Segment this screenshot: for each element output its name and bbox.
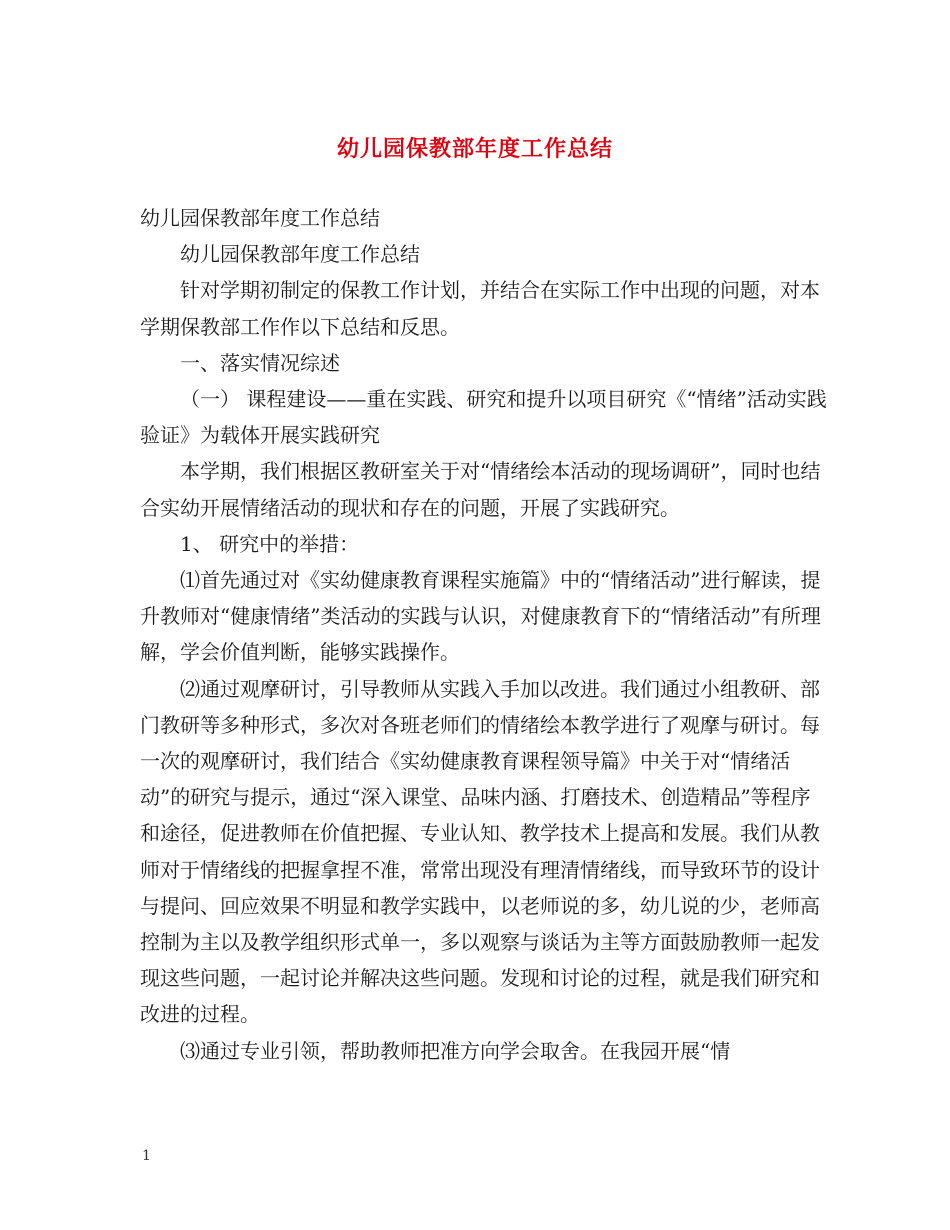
paragraph: ⑵通过观摩研讨，引导教师从实践入手加以改进。我们通过小组教研、部门教研等多种形式，多次对各班老师们的情绪绘本教学进行了观摩与研讨。每一次的观摩研讨，我们结合《实幼健康教育课程领导篇》中关于对“情绪活动”的研究与提示，通过“深入课堂、品味内涵、打磨技术、创造精品”等程序和途径，促进教师在价值把握、专业认知、教学技术上提高和发展。我们从教师对于情绪线的把握拿捏不准，常常出现没有理清情绪线，而导致环节的设计与提问、回应效果不明显和教学实践中，以老师说的多，幼儿说的少，老师高控制为主以及教学组织形式单一，多以观察与谈话为主等方面鼓励教师一起发现这些问题，一起讨论并解决这些问题。发现和讨论的过程，就是我们研究和改进的过程。 <box>140 676 820 1027</box>
paragraph: 幼儿园保教部年度工作总结 <box>180 242 420 267</box>
section-heading: 一、落实情况综述 <box>180 350 340 375</box>
page-number: 1 <box>142 1148 151 1164</box>
subsection-heading: （一） 课程建设——重在实践、研究和提升以项目研究《“情绪”活动实践验证》为载体开展实践研究 <box>140 387 827 448</box>
paragraph: 针对学期初制定的保教工作计划，并结合在实际工作中出现的问题，对本学期保教部工作作以下总结和反思。 <box>140 278 820 339</box>
document-body <box>140 200 830 1069</box>
paragraph: 本学期，我们根据区教研室关于对“情绪绘本活动的现场调研”，同时也结合实幼开展情绪活动的现状和存在的问题，开展了实践研究。 <box>140 459 821 520</box>
paragraph: ⑶通过专业引领，帮助教师把准方向学会取舍。在我园开展“情 <box>180 1038 731 1063</box>
list-heading: 1、 研究中的举措： <box>180 531 360 556</box>
paragraph: 幼儿园保教部年度工作总结 <box>140 206 380 230</box>
paragraph: ⑴首先通过对《实幼健康教育课程实施篇》中的“情绪活动”进行解读，提升教师对“健康情绪”类活动的实践与认识，对健康教育下的“情绪活动”有所理解，学会价值判断，能够实践操作。 <box>140 568 821 665</box>
document-title: 幼儿园保教部年度工作总结 <box>336 136 613 162</box>
